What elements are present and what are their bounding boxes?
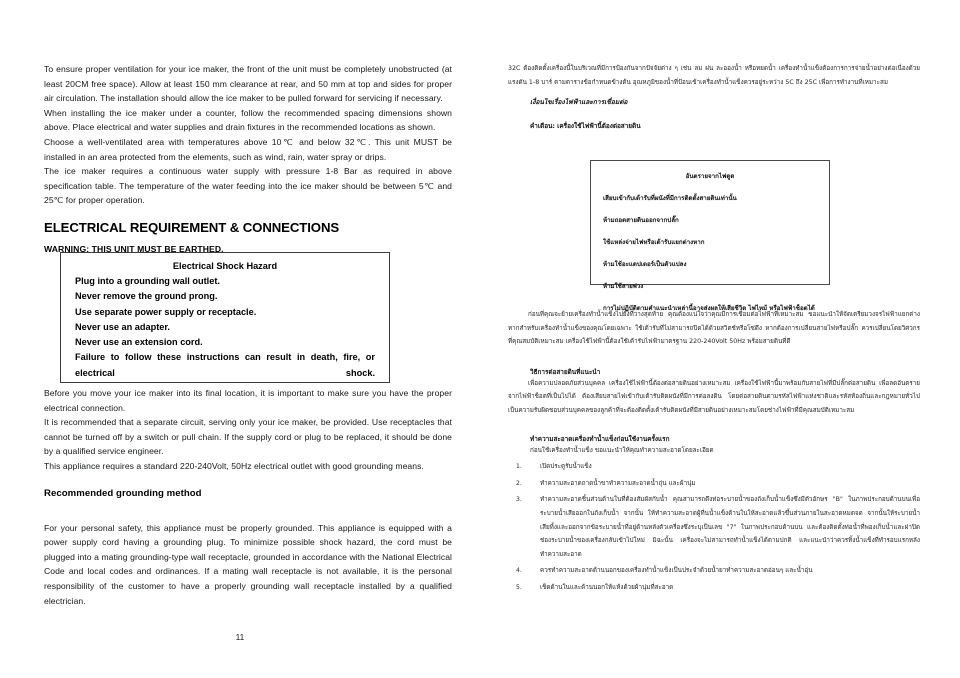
list-item-text: เช็ดด้านในและด้านนอกให้แห้งด้วยผ้านุ่มที่สะอาด <box>540 583 674 591</box>
spacer <box>44 499 452 521</box>
hazard-item-1: Plug into a grounding wall outlet. <box>75 276 220 286</box>
earthing-warning-text: WARNING: THIS UNIT MUST BE EARTHED. <box>44 243 224 254</box>
thai-electrical-heading: เงื่อนไขเรื่องไฟฟ้าและการเชื่อมต่อ <box>530 98 628 107</box>
list-item-number: 5. <box>516 583 522 591</box>
hazard-item-4: Never use an adapter. <box>75 321 170 332</box>
spacer <box>508 349 920 367</box>
list-item <box>508 581 920 595</box>
list-item <box>508 477 920 491</box>
thai-intro-paragraph: 32C ต้องติดตั้งเครื่องนี้ในบริเวณที่มีการป้องกันจากปัจจัยต่าง ๆ เช่น ลม ฝน ละอองน้ำ หรือหยดน้ำ เครื่องทำน้ำแข็งต้องการการจ่ายน้ำอย่างต่อเนื่องด้วยแรงดัน 1-8 บาร์ ตามตารางข้อกำหนดข้างต้น อุณหภูมิของน้ำที่ป้อนเข้าเครื่องทำน้ำแข็งควรอยู่ระหว่าง 5C ถึง 25C เพื่อการทำงานที่เหมาะสม <box>508 65 920 86</box>
thai-grounding-paragraph: เพื่อความปลอดภัยส่วนบุคคล เครื่องใช้ไฟฟ้านี้ต้องต่อสายดินอย่างเหมาะสม เครื่องใช้ไฟฟ้านี้มาพร้อมกับสายไฟที่มีปลั๊กต่อสายดิน เพื่อลดอันตรายจากไฟฟ้าช็อตที่เป็นไปได้ ต้องเสียบสายไฟเข้ากับเต้ารับติดผนังที่มีการต่อลงดิน โดยต่อสายดินตามรหัสไฟฟ้าแห่งชาติและรหัสท้องถิ่นและกฎหมายทั่วไป เป็นความรับผิดชอบส่วนบุคคลของลูกค้าที่จะต้องติดตั้งเต้ารับติดผนังที่มีสายดินอย่างเหมาะสมโดยช่างไฟฟ้าที่มีคุณสมบัติเหมาะสม <box>508 379 920 414</box>
thai-cleaning-heading: ทำความสะอาดเครื่องทำน้ำแข็งก่อนใช้งานครั้งแรก <box>530 434 670 443</box>
thai-hazard-item-4: ห้ามใช้อะแดปเตอร์เป็นตัวแปลง <box>603 261 687 268</box>
list-item-number: 3. <box>516 496 522 504</box>
list-item-number: 4. <box>516 567 522 575</box>
list-item <box>508 460 920 474</box>
hazard-item-3: Use separate power supply or receptacle. <box>75 306 257 317</box>
electrical-requirement-heading: ELECTRICAL REQUIREMENT & CONNECTIONS <box>44 219 340 235</box>
thai-column-lower <box>508 308 920 595</box>
thai-hazard-item-3: ใช้แหล่งจ่ายไฟหรือเต้ารับแยกต่างหาก <box>603 239 705 246</box>
list-item-number: 2. <box>516 479 522 487</box>
thai-grounding-heading: วิธีการต่อสายดินที่แนะนำ <box>530 367 601 376</box>
thai-hazard-item-6: การไม่ปฏิบัติตามคำแนะนำเหล่านี้อาจส่งผลให้เสียชีวิต ไฟไหม้ หรือไฟฟ้าช็อตได้ <box>603 305 815 312</box>
thai-hazard-item-2: ห้ามถอดสายดินออกจากปลั๊ก <box>603 217 679 224</box>
thai-electrical-shock-hazard-box <box>590 160 830 312</box>
grounding-method-paragraph: For your personal safety, this appliance must be properly grounded. This appliance is equipped with a power supply cord having a grounding plug. To minimize possible shock hazard, the cord must be plugged into a mating grounding-type wall receptacle, grounded in accordance with the National Electrical Code and local codes and ordinances. If a mating wall receptacle is not available, it is the personal responsibility of the customer to have a properly grounding wall receptacle installed by a qualified electrician. <box>44 522 452 606</box>
list-item-number: 1. <box>516 463 522 471</box>
english-paragraph-2: When installing the ice maker under a counter, follow the recommended spacing dimensions shown above. Place electrical and water supplies and drain fixtures in the recommended locations as shown. <box>44 107 452 133</box>
electrical-shock-hazard-box <box>60 252 390 383</box>
thai-earthing-warning: คำเตือน: เครื่องใช้ไฟฟ้านี้ต้องต่อสายดิน <box>530 122 641 131</box>
english-paragraph-4: The ice maker requires a continuous water supply with pressure 1-8 Bar as required in above specification table. The temperature of the water feeding into the ice maker should be between 5℃ and 25℃ for proper operation. <box>44 166 452 206</box>
english-paragraph-1: To ensure proper ventilation for your ice maker, the front of the unit must be completely unobstructed (at least 20CM free space). Allow at least 150 mm clearance at rear, and 50 mm at top and sides for proper air circulation. The installation should allow the ice maker to be pulled forward for servicing if necessary. <box>44 64 452 104</box>
thai-hazard-box-title: อันตรายจากไฟดูด <box>685 173 735 180</box>
hazard-item-6: Failure to follow these instructions can result in death, fire, or electrical shock. <box>75 352 375 378</box>
spacer <box>508 89 920 96</box>
page-number: 11 <box>235 632 245 642</box>
thai-cleaning-steps-list <box>508 460 920 594</box>
thai-hazard-item-1: เสียบเข้ากับเต้ารับที่ผนังที่มีการติดตั้งสายดินเท่านั้น <box>603 195 737 202</box>
recommended-grounding-heading: Recommended grounding method <box>44 487 202 499</box>
spacer <box>508 418 920 434</box>
thai-hazard-item-5: ห้ามใช้สายพ่วง <box>603 283 644 290</box>
list-item <box>508 564 920 578</box>
spacer <box>530 107 920 121</box>
list-item-text: ควรทำความสะอาดด้านนอกของเครื่องทำน้ำแข็งเป็นประจำด้วยน้ำยาทำความสะอาดอ่อนๆ และน้ำอุ่น <box>540 567 813 575</box>
hazard-item-5: Never use an extension cord. <box>75 337 203 348</box>
list-item-text: ทำความสะอาดถาดน้ำขาทำความสะอาดน้ำถุ่น และผ้านุ่ม <box>540 479 696 487</box>
hazard-box-title: Electrical Shock Hazard <box>172 261 278 271</box>
english-after-box-paragraph-2: It is recommended that a separate circuit, serving only your ice maker, be provided. Use receptacles that cannot be turned off by a switch or pull chain. If the supply cord or plug to be replaced, it should be done by a qualified service engineer. <box>44 417 452 457</box>
thai-after-box-paragraph: ก่อนที่คุณจะย้ายเครื่องทำน้ำแข็งไปยังที่วางสุดท้าย คุณต้องแน่ใจว่าคุณมีการเชื่อมต่อไฟฟ้าที่เหมาะสม ขอแนะนำให้จัดเตรียมวงจรไฟฟ้าแยกต่างหากสำหรับเครื่องทำน้ำแข็งของคุณโดยเฉพาะ ใช้เต้ารับที่ไม่สามารถปิดได้ด้วยสวิตช์หรือโซ่ดึง หากต้องการเปลี่ยนสายไฟหรือปลั๊ก ควรเปลี่ยนโดยวิศวกรที่คุณสมบัติเหมาะสม เครื่องใช้ไฟฟ้านี้ต้องใช้เต้ารับไฟฟ้ามาตรฐาน 220-240Volt 50Hz พร้อมสายดินที่ดี <box>508 311 920 346</box>
english-after-box-paragraph-3: This appliance requires a standard 220-240Volt, 50Hz electrical outlet with good grounding means. <box>44 460 424 471</box>
english-after-box-paragraph-1: Before you move your ice maker into its final location, it is important to make sure you have the proper electrical connection. <box>44 388 452 413</box>
list-item-text: ทำความสะอาดชิ้นส่วนด้านในที่ต้องสัมผัสกับน้ำ คุณสามารถดึงท่อระบายน้ำของถังเก็บน้ำแข็งซึ่งมีตัวอักษร "B" ในภาพประกอบด้านบนเพื่อระบายน้ำเสียออกในถังเก็บน้ำ จากนั้น ให้ทำความสะอาดผู้ที่นน้ำแข็งด้านในให้สะอาดแล้วขึ้นส่วนภายในสะอาดหมดจด จากนั้นให้ระบายน้ำเสียทิ้งและออกจากข้อระบายน้ำที่อยู่ด้านหลังตัวเครื่องซึ่งระบุเป็นเลข "7" ในภาพประกอบด้านบน และต้องติดตั้งท่อน้ำที่พองเก็บน้ำและฝาปิดช่องระบายน้ำของเครื่องกลับเข้าไปใหม่ มิฉะนั้น เครื่องจะไม่สามารถทำน้ำแข็งได้ตามปกติ และแนะนำว่าควรทิ้งน้ำแข็งที่ทำรอบแรกหลังทำความสะอาด <box>540 496 920 558</box>
english-column <box>44 62 452 254</box>
english-column-lower <box>44 386 452 608</box>
thai-cleaning-intro: ก่อนใช้เครื่องทำน้ำแข็ง ขอแนะนำให้คุณทำความสะอาดโดยละเอียด <box>530 446 714 454</box>
english-paragraph-3: Choose a well-ventilated area with temperatures above 10℃ and below 32℃. This unit MUST be installed in an area protected from the elements, such as wind, rain, water spray or drips. <box>44 136 452 162</box>
list-item-text: เปิดประตูรับน้ำแข็ง <box>540 463 592 471</box>
list-item <box>508 493 920 561</box>
spacer <box>44 474 452 488</box>
thai-column <box>508 62 920 131</box>
hazard-item-2: Never remove the ground prong. <box>75 291 218 302</box>
